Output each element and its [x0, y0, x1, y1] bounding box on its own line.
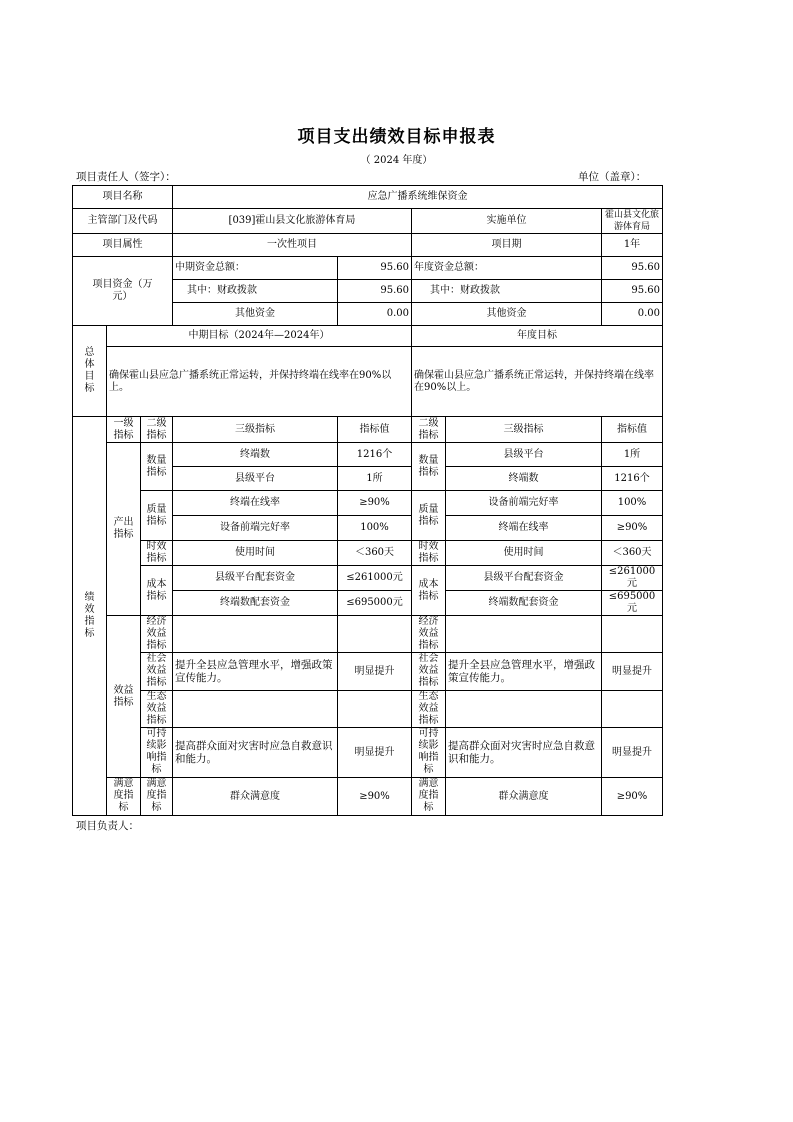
l2-sustain-mid: 可持续影响指标: [141, 728, 173, 778]
row-cost-1: [73, 566, 663, 591]
funds-label: 项目资金（万元）: [73, 257, 173, 326]
mid-t1-name: 使用时间: [173, 541, 338, 566]
attr-label: 项目属性: [73, 234, 173, 257]
cat-output: 产出指标: [107, 443, 141, 616]
year-q1-name: 县级平台: [446, 443, 602, 467]
mid-ql2-name: 设备前端完好率: [173, 516, 338, 541]
project-name-value: 应急广播系统维保资金: [173, 186, 663, 209]
row-goal-text: [73, 347, 663, 417]
year-q2-name: 终端数: [446, 467, 602, 491]
year-econ-value: [602, 616, 663, 653]
year-other-value: 0.00: [602, 303, 663, 326]
year-sustain-value: 明显提升: [602, 728, 663, 778]
responsible-label: 项目责任人（签字）：: [76, 171, 176, 183]
year-q1-value: 1所: [602, 443, 663, 467]
year-fiscal-value: 95.60: [602, 280, 663, 303]
row-indicator-headers: [73, 417, 663, 443]
mid-other-value: 0.00: [338, 303, 412, 326]
mid-goal-text: 确保霍山县应急广播系统正常运转，并保持终端在线率在90%以上。: [107, 347, 412, 417]
year-eco-name: [446, 691, 602, 728]
period-label: 项目期: [412, 234, 602, 257]
l2-cost-mid: 成本指标: [141, 566, 173, 616]
year-ql1-value: 100%: [602, 491, 663, 516]
mid-ql1-name: 终端在线率: [173, 491, 338, 516]
performance-form-table: [72, 185, 663, 816]
row-sustain: [73, 728, 663, 778]
mid-total-label: 中期资金总额：: [173, 257, 338, 280]
mid-ql2-value: 100%: [338, 516, 412, 541]
mid-sat-value: ≥90%: [338, 778, 412, 816]
mid-c1-value: ≤261000元: [338, 566, 412, 591]
mid-sat-name: 群众满意度: [173, 778, 338, 816]
period-value: 1年: [602, 234, 663, 257]
row-social: [73, 653, 663, 691]
l2-cost-year: 成本指标: [412, 566, 446, 616]
l2-econ-year: 经济效益指标: [412, 616, 446, 653]
mid-goal-header: 中期目标（2024年—2024年）: [107, 326, 412, 347]
year-ql2-value: ≥90%: [602, 516, 663, 541]
h-level1: 一级指标: [107, 417, 141, 443]
unit-label: 单位（盖章）：: [578, 171, 647, 183]
cat-satisfaction: 满意度指标: [107, 778, 141, 816]
dept-label: 主管部门及代码: [73, 209, 173, 234]
mid-total-value: 95.60: [338, 257, 412, 280]
year-sat-name: 群众满意度: [446, 778, 602, 816]
year-total-value: 95.60: [602, 257, 663, 280]
mid-ql1-value: ≥90%: [338, 491, 412, 516]
year-q2-value: 1216个: [602, 467, 663, 491]
year-ql2-name: 终端在线率: [446, 516, 602, 541]
year-eco-value: [602, 691, 663, 728]
l2-satis-mid: 满意度指标: [141, 778, 173, 816]
year-other-label: 其他资金: [412, 303, 602, 326]
l2-social-year: 社会效益指标: [412, 653, 446, 691]
mid-q1-name: 终端数: [173, 443, 338, 467]
mid-fiscal-label: 其中：财政拨款: [173, 280, 338, 303]
year-sustain-name: 提高群众面对灾害时应急自救意识和能力。: [446, 728, 602, 778]
row-project-name: [73, 186, 663, 209]
l2-satis-year: 满意度指标: [412, 778, 446, 816]
year-goal-text: 确保霍山县应急广播系统正常运转，并保持终端在线率在90%以上。: [412, 347, 663, 417]
mid-q1-value: 1216个: [338, 443, 412, 467]
row-quantity-1: [73, 443, 663, 467]
overall-goal-label: 总体目标: [73, 326, 107, 417]
year-line: （ 2024 年度）: [360, 155, 433, 166]
l2-quantity-year: 数量指标: [412, 443, 446, 491]
mid-social-name: 提升全县应急管理水平，增强政策宣传能力。: [173, 653, 338, 691]
row-econ: [73, 616, 663, 653]
h-level3-mid: 三级指标: [173, 417, 338, 443]
h-value-mid: 指标值: [338, 417, 412, 443]
impl-label: 实施单位: [412, 209, 602, 234]
year-c2-value: ≤695000元: [602, 591, 663, 616]
mid-c1-name: 县级平台配套资金: [173, 566, 338, 591]
year-t1-name: 使用时间: [446, 541, 602, 566]
year-ql1-name: 设备前端完好率: [446, 491, 602, 516]
mid-c2-value: ≤695000元: [338, 591, 412, 616]
mid-fiscal-value: 95.60: [338, 280, 412, 303]
h-level2-year: 二级指标: [412, 417, 446, 443]
year-social-name: 提升全县应急管理水平，增强政策宣传能力。: [446, 653, 602, 691]
mid-q2-value: 1所: [338, 467, 412, 491]
mid-social-value: 明显提升: [338, 653, 412, 691]
mid-sustain-name: 提高群众面对灾害时应急自救意识和能力。: [173, 728, 338, 778]
l2-quality-year: 质量指标: [412, 491, 446, 541]
l2-time-mid: 时效指标: [141, 541, 173, 566]
page-title: 项目支出绩效目标申报表: [297, 127, 496, 147]
project-name-label: 项目名称: [73, 186, 173, 209]
l2-quality-mid: 质量指标: [141, 491, 173, 541]
cat-benefit: 效益指标: [107, 616, 141, 778]
year-social-value: 明显提升: [602, 653, 663, 691]
l2-time-year: 时效指标: [412, 541, 446, 566]
l2-sustain-year: 可持续影响指标: [412, 728, 446, 778]
l2-econ-mid: 经济效益指标: [141, 616, 173, 653]
attr-value: 一次性项目: [173, 234, 412, 257]
year-goal-header: 年度目标: [412, 326, 663, 347]
mid-eco-value: [338, 691, 412, 728]
row-eco: [73, 691, 663, 728]
row-goal-headers: [73, 326, 663, 347]
project-leader-label: 项目负责人：: [76, 820, 139, 832]
row-attribute: [73, 234, 663, 257]
h-value-year: 指标值: [602, 417, 663, 443]
mid-sustain-value: 明显提升: [338, 728, 412, 778]
dept-value: [039]霍山县文化旅游体育局: [173, 209, 412, 234]
year-sat-value: ≥90%: [602, 778, 663, 816]
h-level3-year: 三级指标: [446, 417, 602, 443]
row-department: [73, 209, 663, 234]
perf-indicator-label: 绩效指标: [73, 417, 107, 816]
year-t1-value: ＜360天: [602, 541, 663, 566]
mid-econ-name: [173, 616, 338, 653]
year-c1-name: 县级平台配套资金: [446, 566, 602, 591]
impl-value: 霍山县文化旅游体育局: [602, 209, 663, 234]
mid-other-label: 其他资金: [173, 303, 338, 326]
row-satisfaction: [73, 778, 663, 816]
mid-eco-name: [173, 691, 338, 728]
year-fiscal-label: 其中：财政拨款: [412, 280, 602, 303]
year-c2-name: 终端数配套资金: [446, 591, 602, 616]
l2-quantity-mid: 数量指标: [141, 443, 173, 491]
year-c1-value: ≤261000元: [602, 566, 663, 591]
year-total-label: 年度资金总额：: [412, 257, 602, 280]
mid-econ-value: [338, 616, 412, 653]
l2-social-mid: 社会效益指标: [141, 653, 173, 691]
mid-t1-value: ＜360天: [338, 541, 412, 566]
mid-c2-name: 终端数配套资金: [173, 591, 338, 616]
row-quality-1: [73, 491, 663, 516]
l2-eco-mid: 生态效益指标: [141, 691, 173, 728]
row-time: [73, 541, 663, 566]
l2-eco-year: 生态效益指标: [412, 691, 446, 728]
mid-q2-name: 县级平台: [173, 467, 338, 491]
year-econ-name: [446, 616, 602, 653]
h-level2-mid: 二级指标: [141, 417, 173, 443]
row-funds-total: [73, 257, 663, 280]
